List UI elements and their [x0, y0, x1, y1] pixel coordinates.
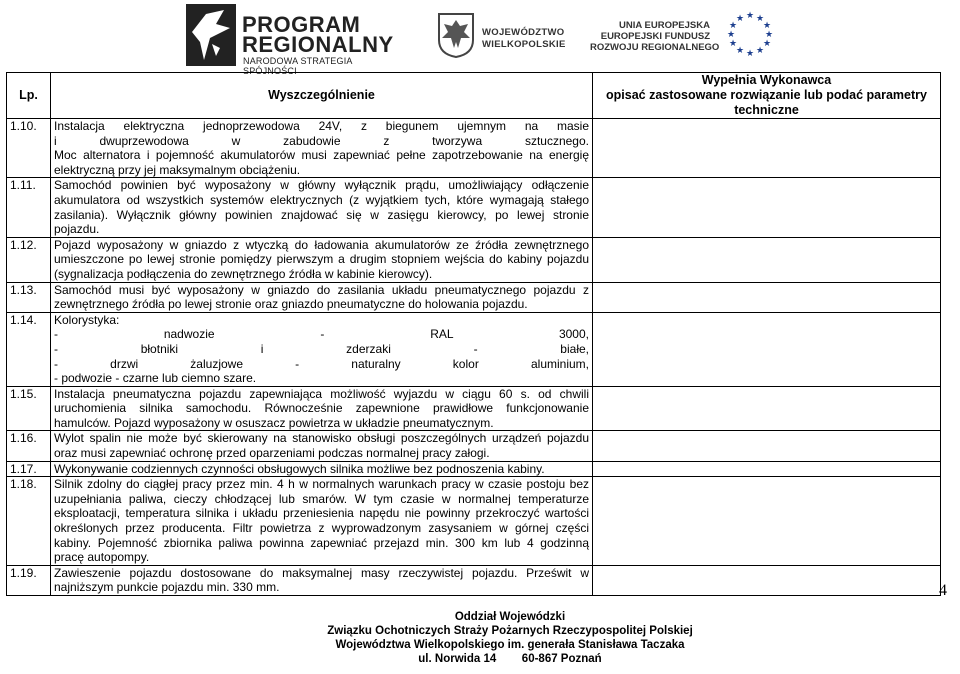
row-number: 1.13.: [7, 282, 51, 312]
row-description: [51, 237, 593, 282]
svg-text:★: ★: [726, 29, 736, 39]
specification-table: [6, 72, 941, 596]
description-line: kabiny. Pojemność zbiornika paliwa powinna zapewniać przejazd min. 300 km lub 4 godzinną: [54, 535, 589, 550]
description-line: pojazdu.: [54, 222, 100, 237]
table-row: [7, 237, 941, 282]
footer-line1: Oddział Wojewódzki: [454, 611, 566, 623]
program-logo-line3: NARODOWA STRATEGIA SPÓJNOŚCI: [243, 56, 353, 76]
contractor-answer-cell[interactable]: [593, 237, 941, 282]
description-line: - drzwi żaluzjowe - naturalny kolor aluminium,: [54, 356, 589, 371]
svg-text:★: ★: [735, 13, 745, 23]
description-line: i dwuprzewodowa w zabudowie z tworzywa sztucznego.: [54, 133, 589, 148]
program-regionalny-mark-icon: [186, 4, 236, 66]
table-row: [7, 312, 941, 386]
table-row: [7, 565, 941, 595]
footer-line4: ul. Norwida 14 60-867 Poznań: [418, 653, 602, 665]
footer-line3: Województwa Wielkopolskiego im. generała Stanisława Taczaka: [335, 639, 685, 651]
description-line: zewnętrznego źródła po lewej stronie oraz gniazdo pneumatyczne do holowania pojazdu.: [54, 297, 528, 312]
row-description: [51, 565, 593, 595]
eu-logo-line1: UNIA EUROPEJSKA: [619, 20, 710, 31]
row-number: 1.14.: [7, 312, 51, 386]
table-row: [7, 477, 941, 566]
svg-text:★: ★: [755, 45, 765, 55]
description-line: - nadwozie - RAL 3000,: [54, 327, 589, 342]
description-line: Moc alternatora i pojemność akumulatorów musi zapewniać pełne zapotrzebowanie na energię: [54, 148, 589, 163]
contractor-answer-cell[interactable]: [593, 477, 941, 566]
row-number: 1.17.: [7, 461, 51, 477]
contractor-answer-cell[interactable]: [593, 119, 941, 178]
row-number: 1.11.: [7, 178, 51, 237]
description-line: - błotniki i zderzaki - białe,: [54, 341, 589, 356]
row-description: [51, 119, 593, 178]
description-line: - podwozie - czarne lub ciemno szare.: [54, 371, 257, 386]
row-description: [51, 477, 593, 566]
svg-text:★: ★: [728, 38, 738, 48]
description-line: Wykonywanie codziennych czynności obsługowych silnika możliwe bez podnoszenia kabiny.: [54, 461, 545, 476]
table-row: [7, 178, 941, 237]
description-line: uzupełniania paliwa, cieczy chłodzącej lub smarów. W tym czasie w normalnej temperaturze: [54, 491, 589, 506]
row-description: [51, 312, 593, 386]
description-line: eksploatacji, temperatura silnika i układu przeniesienia napędu nie powinny przekroczyć wartości: [54, 506, 589, 521]
row-number: 1.19.: [7, 565, 51, 595]
description-line: uruchomienia silnika samochodu. Równocześnie zapewnione prawidłowe funkcjonowanie: [54, 401, 589, 416]
description-line: Wylot spalin nie może być skierowany na stanowisko obsługi poszczególnych urządzeń pojazdu: [54, 431, 589, 446]
eu-logo-line2: EUROPEJSKI FUNDUSZ: [600, 31, 710, 42]
header-specification: Wyszczególnienie: [51, 73, 593, 119]
svg-text:★: ★: [762, 20, 772, 30]
description-line: określonych przez producenta. Filtr powietrza z wyprowadzonym zasysaniem w górnej części: [54, 521, 589, 536]
row-description: [51, 431, 593, 461]
row-description: [51, 178, 593, 237]
eu-logo: [590, 10, 780, 60]
header-contractor-line2: opisać zastosowane rozwiązanie lub podać parametry: [606, 88, 927, 102]
description-line: Zawieszenie pojazdu dostosowane do maksymalnej masy rzeczywistej pojazdu. Prześwit w: [54, 565, 589, 580]
header-contractor-line3: techniczne: [734, 103, 799, 117]
description-line: akumulatora od wszystkich systemów elektrycznych (z wyjątkiem tych, które wymagają stałego: [54, 192, 589, 207]
description-line: Instalacja pneumatyczna pojazdu zapewniająca możliwość wyjazdu w ciągu 60 s. od chwili: [54, 386, 589, 401]
description-line: (sygnalizacja podłączenia do zewnętrznego źródła w kabinie kierowcy).: [54, 266, 433, 281]
description-line: Pojazd wyposażony w gniazdo z wtyczką do ładowania akumulatorów ze źródła zewnętrznego: [54, 237, 589, 252]
voivodeship-logo-line1: WOJEWÓDZTWO: [482, 27, 565, 38]
contractor-answer-cell[interactable]: [593, 178, 941, 237]
row-description: [51, 282, 593, 312]
contractor-answer-cell[interactable]: [593, 312, 941, 386]
contractor-answer-cell[interactable]: [593, 565, 941, 595]
svg-text:★: ★: [745, 10, 755, 20]
voivodeship-logo: [437, 12, 567, 58]
contractor-answer-cell[interactable]: [593, 282, 941, 312]
table-header-row: [7, 73, 941, 119]
description-line: najniższym punkcie pojazdu min. 330 mm.: [54, 580, 280, 595]
table-row: [7, 461, 941, 477]
page-number: 4: [939, 582, 947, 599]
contractor-answer-cell[interactable]: [593, 386, 941, 431]
row-description: [51, 386, 593, 431]
description-line: Samochód powinien być wyposażony w główny wyłącznik prądu, umożliwiający odłączenie: [54, 178, 589, 193]
description-line: Silnik zdolny do ciągłej pracy przez min. 4 h w normalnych warunkach pracy w czasie postoju bez: [54, 477, 589, 492]
footer-address: [300, 610, 720, 666]
contractor-answer-cell[interactable]: [593, 461, 941, 477]
svg-text:★: ★: [762, 38, 772, 48]
voivodeship-logo-line2: WIELKOPOLSKIE: [482, 39, 566, 50]
svg-text:★: ★: [745, 48, 755, 58]
svg-text:★: ★: [728, 20, 738, 30]
row-number: 1.15.: [7, 386, 51, 431]
description-line: Instalacja elektryczna jednoprzewodowa 24V, z biegunem ujemnym na masie: [54, 119, 589, 133]
program-regionalny-logo: [186, 4, 396, 76]
table-row: [7, 431, 941, 461]
program-logo-line1: PROGRAM: [242, 12, 361, 37]
eagle-crest-icon: [437, 12, 475, 58]
table-row: [7, 386, 941, 431]
header-contractor: [593, 73, 941, 119]
table-row: [7, 119, 941, 178]
footer-line2: Związku Ochotniczych Straży Pożarnych Rzeczypospolitej Polskiej: [327, 625, 693, 637]
description-line: hamulców. Pojazd wyposażony w osuszacz powietrza w układzie pneumatycznym.: [54, 415, 494, 430]
row-number: 1.12.: [7, 237, 51, 282]
row-description: [51, 461, 593, 477]
header-contractor-line1: Wypełnia Wykonawca: [701, 73, 832, 87]
eu-logo-line3: ROZWOJU REGIONALNEGO: [590, 42, 720, 53]
eu-stars-flag-icon: [720, 10, 780, 58]
table-row: [7, 282, 941, 312]
svg-text:★: ★: [755, 13, 765, 23]
description-line: Kolorystyka:: [54, 312, 120, 327]
row-number: 1.18.: [7, 477, 51, 566]
svg-text:★: ★: [764, 29, 774, 39]
row-number: 1.16.: [7, 431, 51, 461]
header-lp: Lp.: [7, 73, 51, 119]
logo-header: [0, 0, 960, 76]
description-line: pracę autopompy.: [54, 550, 150, 565]
description-line: zasilania). Wyłącznik główny powinien znajdować się w zasięgu kierowcy, po lewej stronie: [54, 207, 589, 222]
svg-text:★: ★: [735, 45, 745, 55]
description-line: elektryczną przy jej maksymalnym obciążeniu.: [54, 162, 301, 177]
contractor-answer-cell[interactable]: [593, 431, 941, 461]
description-line: oraz musi zapewniać ochronę przed oparzeniami podczas normalnej pracy załogi.: [54, 446, 490, 461]
description-line: umieszczone po lewej stronie pomiędzy pierwszym a drugim stopniem wejścia do kabiny pojazdu: [54, 252, 589, 267]
description-line: Samochód musi być wyposażony w gniazdo do zasilania układu pneumatycznego pojazdu z: [54, 282, 589, 297]
program-logo-line2: REGIONALNY: [242, 32, 394, 57]
row-number: 1.10.: [7, 119, 51, 178]
